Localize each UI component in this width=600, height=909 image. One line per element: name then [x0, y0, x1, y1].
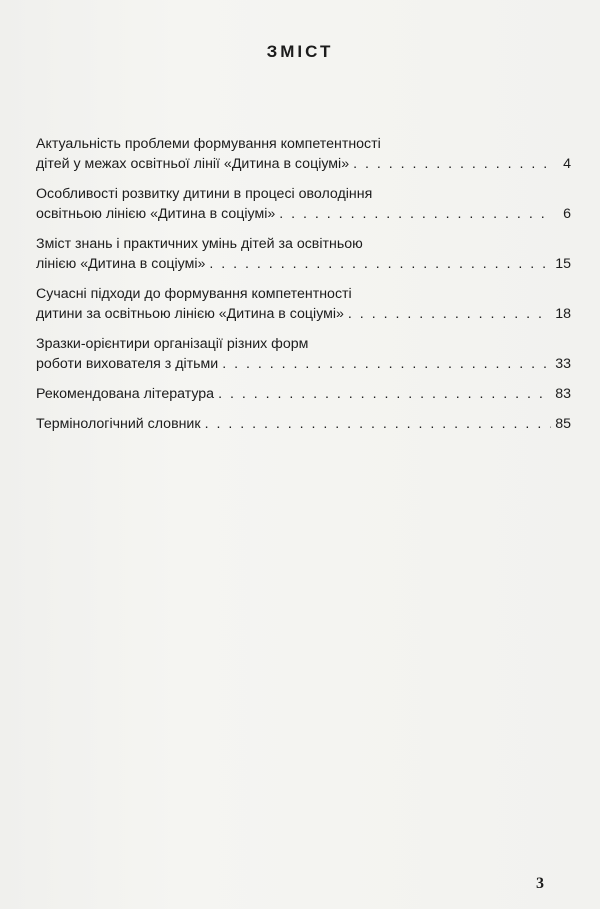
- toc-page-number: 18: [555, 306, 571, 322]
- toc-entry-1: [36, 134, 571, 174]
- toc-entry-text: Особливості розвитку дитини в процесі оволодіння: [36, 186, 373, 202]
- toc-entry-text: роботи вихователя з дітьми: [36, 356, 219, 372]
- toc-entry-4: [36, 284, 571, 324]
- toc-entry-text: Актуальність проблеми формування компетентності: [36, 136, 381, 152]
- leader-dots: [279, 204, 551, 224]
- leader-dots: [222, 354, 551, 374]
- toc-entry-text: Термінологічний словник: [36, 416, 201, 432]
- toc-page-number: 33: [555, 356, 571, 372]
- leader-dots: [209, 254, 551, 274]
- toc-entry-text: освітньою лінією «Дитина в соціумі»: [36, 206, 276, 222]
- toc-entry-5: [36, 334, 571, 374]
- table-of-contents: [36, 134, 571, 444]
- toc-page-number: 85: [555, 416, 571, 432]
- leader-dots: [205, 414, 551, 434]
- toc-page-number: 6: [563, 206, 571, 222]
- toc-entry-text: Зразки-орієнтири організації різних форм: [36, 336, 309, 352]
- toc-page-number: 4: [563, 156, 571, 172]
- toc-entry-7: [36, 414, 571, 434]
- toc-entry-text: дитини за освітньою лінією «Дитина в соціумі»: [36, 306, 344, 322]
- toc-entry-text: лінією «Дитина в соціумі»: [36, 256, 206, 272]
- toc-entry-text: Рекомендована література: [36, 386, 215, 402]
- toc-entry-text: Сучасні підходи до формування компетентності: [36, 286, 352, 302]
- page-title: ЗМІСТ: [266, 42, 334, 61]
- leader-dots: [353, 154, 551, 174]
- toc-entry-text: Зміст знань і практичних умінь дітей за освітньою: [36, 236, 363, 252]
- toc-page-number: 83: [555, 386, 571, 402]
- toc-entry-3: [36, 234, 571, 274]
- toc-entry-2: [36, 184, 571, 224]
- leader-dots: [348, 304, 551, 324]
- leader-dots: [218, 384, 551, 404]
- toc-entry-6: [36, 384, 571, 404]
- page-number: 3: [536, 875, 544, 892]
- toc-entry-text: дітей у межах освітньої лінії «Дитина в соціумі»: [36, 156, 350, 172]
- toc-page-number: 15: [555, 256, 571, 272]
